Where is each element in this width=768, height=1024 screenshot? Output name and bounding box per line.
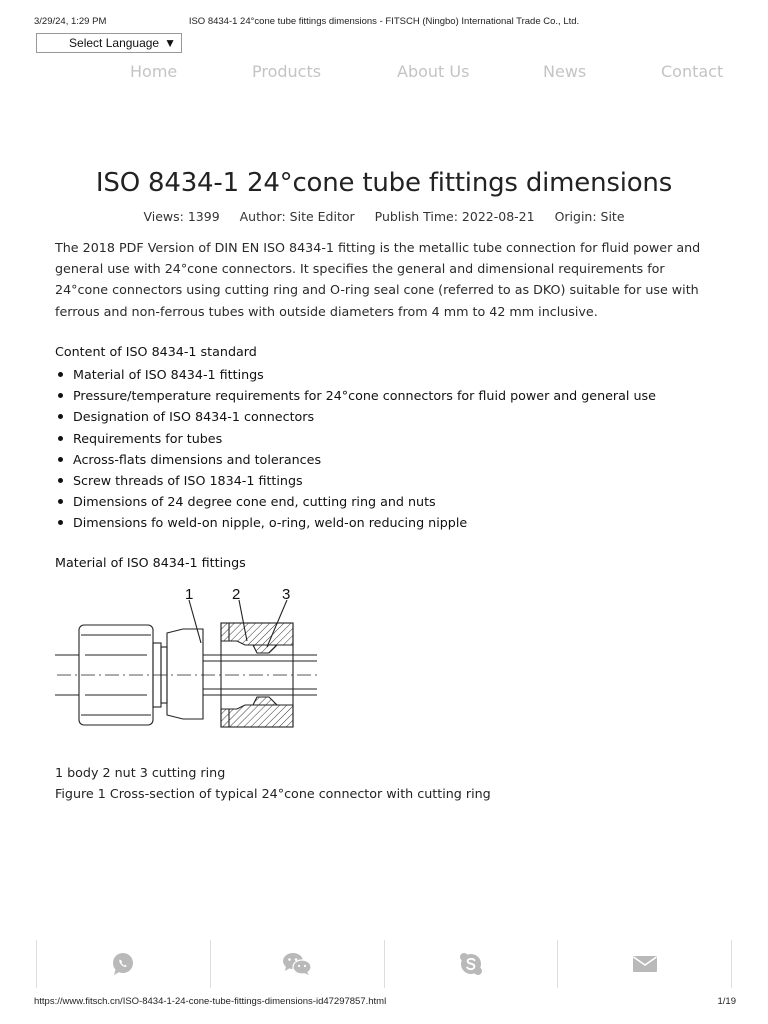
skype-button[interactable]: [384, 940, 558, 988]
list-item: Requirements for tubes: [73, 428, 735, 449]
wechat-icon: [282, 952, 312, 976]
callout-1: 1: [185, 586, 194, 603]
print-timestamp: 3/29/24, 1:29 PM: [34, 16, 107, 27]
page-number: 1/19: [717, 996, 736, 1007]
meta-origin: Origin: Site: [554, 209, 625, 224]
print-footer: [34, 996, 736, 1008]
meta-author: Author: Site Editor: [239, 209, 355, 224]
content-heading: Content of ISO 8434-1 standard: [55, 344, 257, 359]
figure-caption: Figure 1 Cross-section of typical 24°cone connector with cutting ring: [55, 786, 491, 801]
list-item: Designation of ISO 8434-1 connectors: [73, 406, 735, 427]
callout-2: 2: [232, 586, 241, 603]
skype-icon: [459, 952, 483, 976]
whatsapp-icon: [111, 952, 135, 976]
nav-item-contact[interactable]: Contact: [661, 62, 724, 81]
email-button[interactable]: [557, 940, 732, 988]
page-title: ISO 8434-1 24°cone tube fittings dimensions: [95, 168, 673, 198]
list-item: Across-flats dimensions and tolerances: [73, 449, 735, 470]
chevron-down-icon: ▼: [164, 36, 176, 50]
content-list: [55, 364, 735, 534]
print-url: https://www.fitsch.cn/ISO-8434-1-24-cone-tube-fittings-dimensions-id47297857.html: [34, 996, 387, 1007]
language-select-label: Select Language: [69, 36, 160, 50]
figure-legend: 1 body 2 nut 3 cutting ring: [55, 765, 226, 780]
nav-item-news[interactable]: News: [543, 62, 587, 81]
article-meta: [0, 209, 768, 224]
meta-views: Views: 1399: [143, 209, 220, 224]
main-nav: [0, 62, 768, 84]
wechat-button[interactable]: [210, 940, 384, 988]
meta-publish-time: Publish Time: 2022-08-21: [374, 209, 535, 224]
list-item: Material of ISO 8434-1 fittings: [73, 364, 735, 385]
nav-item-products[interactable]: Products: [252, 62, 322, 81]
connector-cross-section-figure: [55, 583, 325, 745]
contact-float-bar: [36, 940, 732, 988]
material-heading: Material of ISO 8434-1 fittings: [55, 555, 246, 570]
language-select[interactable]: [36, 33, 182, 53]
nav-item-about-us[interactable]: About Us: [397, 62, 470, 81]
print-header: [34, 16, 734, 30]
callout-3: 3: [282, 586, 291, 603]
intro-paragraph: The 2018 PDF Version of DIN EN ISO 8434-1 fitting is the metallic tube connection for fluid power and general use with 24°cone connectors. It specifies the general and dimensional requirements for 24°cone connectors using cutting ring and O-ring seal cone (referred to as DKO) suitable for use with ferrous and non-ferrous tubes with outside diameters from 4 mm to 42 mm inclusive.: [55, 240, 701, 319]
list-item: Pressure/temperature requirements for 24°cone connectors for fluid power and general use: [73, 385, 735, 406]
email-icon: [632, 954, 658, 974]
whatsapp-button[interactable]: [36, 940, 210, 988]
list-item: Dimensions fo weld-on nipple, o-ring, weld-on reducing nipple: [73, 512, 735, 533]
nav-item-home[interactable]: Home: [130, 62, 178, 81]
list-item: Dimensions of 24 degree cone end, cutting ring and nuts: [73, 491, 735, 512]
list-item: Screw threads of ISO 1834-1 fittings: [73, 470, 735, 491]
print-document-title: ISO 8434-1 24°cone tube fittings dimensions - FITSCH (Ningbo) International Trade Co., Ltd.: [188, 16, 580, 27]
